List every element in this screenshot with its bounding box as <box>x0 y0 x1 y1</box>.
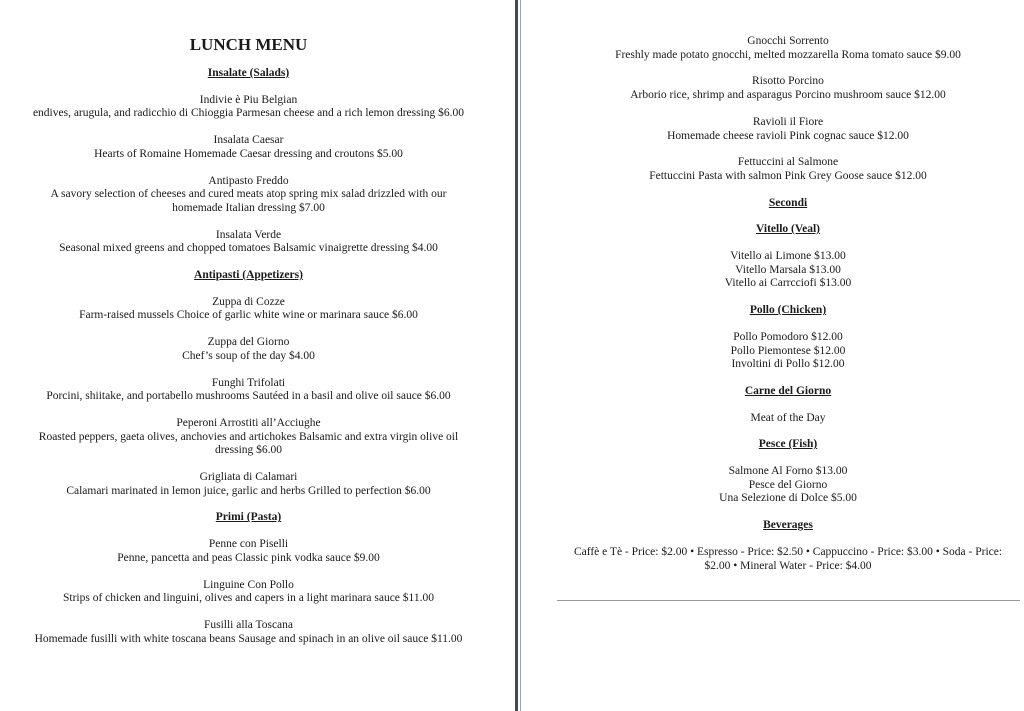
item-description: Fettuccini Pasta with salmon Pink Grey Goose sauce $12.00 <box>649 169 927 182</box>
menu-item-list <box>540 331 1024 372</box>
item-description: Freshly made potato gnocchi, melted mozzarella Roma tomato sauce $9.00 <box>615 48 961 61</box>
item-description: dressing $6.00 <box>214 444 283 457</box>
section-heading: Vitello (Veal) <box>756 223 820 236</box>
item-description: homemade Italian dressing $7.00 <box>172 201 325 214</box>
menu-item <box>0 134 497 161</box>
item-name: Zuppa del Giorno <box>207 336 290 349</box>
item-description: A savory selection of cheeses and cured meats atop spring mix salad drizzled with our <box>50 188 447 201</box>
menu-line: Vitello ai Limone $13.00 <box>730 250 846 263</box>
item-name: Indivie è Piu Belgian <box>199 93 298 106</box>
item-description: endives, arugula, and radicchio di Chioggia Parmesan cheese and a rich lemon dressing $6.00 <box>32 107 465 120</box>
section-heading: Primi (Pasta) <box>215 511 282 524</box>
item-description: Porcini, shiitake, and portabello mushrooms Sautéed in a basil and olive oil sauce $6.00 <box>46 390 451 403</box>
menu-line: Pollo Piemontese $12.00 <box>730 344 846 357</box>
item-description: Strips of chicken and linguini, olives and capers in a light marinara sauce $11.00 <box>63 592 434 605</box>
menu-right-page <box>540 0 1024 601</box>
menu-line: Vitello ai Carrcciofi $13.00 <box>724 277 852 290</box>
menu-item <box>540 75 1024 102</box>
menu-item <box>540 156 1024 183</box>
menu-line: Vitello Marsala $13.00 <box>735 263 841 276</box>
item-description: Arborio rice, shrimp and asparagus Porcino mushroom sauce $12.00 <box>630 89 946 102</box>
page-divider <box>515 0 518 711</box>
menu-item <box>0 175 497 216</box>
section-heading: Carne del Giorno <box>744 384 832 397</box>
menu-left-page <box>0 0 497 646</box>
menu-item <box>540 116 1024 143</box>
item-name: Insalata Caesar <box>213 134 284 147</box>
item-name: Grigliata di Calamari <box>199 471 298 484</box>
item-name: Peperoni Arrostiti all’Acciughe <box>176 416 321 429</box>
section-heading: Antipasti (Appetizers) <box>194 269 303 282</box>
menu-item <box>0 94 497 121</box>
section-heading-beverages: Beverages <box>763 519 813 532</box>
item-description: Penne, pancetta and peas Classic pink vodka sauce $9.00 <box>117 551 380 564</box>
page-divider-highlight <box>520 0 521 711</box>
menu-line: Pesce del Giorno <box>748 478 828 491</box>
beverage-line: $2.00 • Mineral Water - Price: $4.00 <box>704 559 872 572</box>
item-name: Fettuccini al Salmone <box>737 156 839 169</box>
menu-item <box>0 296 497 323</box>
item-description: Roasted peppers, gaeta olives, anchovies and artichokes Balsamic and extra virgin olive oil <box>38 430 459 443</box>
item-description: Farm-raised mussels Choice of garlic white wine or marinara sauce $6.00 <box>79 309 418 322</box>
item-description: Chef’s soup of the day $4.00 <box>182 349 315 362</box>
menu-item <box>0 579 497 606</box>
beverage-line: Caffè e Tè - Price: $2.00 • Espresso - Price: $2.50 • Cappuccino - Price: $3.00 • Soda - Price: <box>573 545 1003 558</box>
menu-title: LUNCH MENU <box>189 35 308 54</box>
item-name: Antipasto Freddo <box>208 174 289 187</box>
menu-item-list <box>540 250 1024 291</box>
item-description: Homemade fusilli with white toscana beans Sausage and spinach in an olive oil sauce $11.00 <box>34 632 463 645</box>
item-name: Ravioli il Fiore <box>752 115 824 128</box>
menu-item <box>0 336 497 363</box>
menu-line: Involtini di Pollo $12.00 <box>731 358 845 371</box>
item-description: Seasonal mixed greens and chopped tomatoes Balsamic vinaigrette dressing $4.00 <box>59 242 438 255</box>
menu-line: Una Selezione di Dolce $5.00 <box>719 492 857 505</box>
item-name: Insalata Verde <box>215 228 282 241</box>
section-heading: Pollo (Chicken) <box>749 304 827 317</box>
menu-item <box>0 619 497 646</box>
section-heading: Pesce (Fish) <box>758 438 818 451</box>
item-name: Linguine Con Pollo <box>203 578 294 591</box>
menu-item <box>540 35 1024 62</box>
menu-line: Salmone Al Forno $13.00 <box>728 465 848 478</box>
item-name: Zuppa di Cozze <box>212 295 285 308</box>
item-name: Risotto Porcino <box>752 75 824 88</box>
item-name: Funghi Trifolati <box>211 376 286 389</box>
item-name: Gnocchi Sorrento <box>747 35 829 47</box>
menu-item <box>0 377 497 404</box>
item-description: Calamari marinated in lemon juice, garlic and herbs Grilled to perfection $6.00 <box>66 484 431 497</box>
menu-item <box>0 538 497 565</box>
menu-item <box>0 417 497 458</box>
item-name: Penne con Piselli <box>208 538 289 551</box>
item-name: Fusilli alla Toscana <box>203 618 294 631</box>
horizontal-rule <box>557 600 1020 601</box>
menu-item <box>0 471 497 498</box>
item-description: Hearts of Romaine Homemade Caesar dressing and croutons $5.00 <box>94 147 403 160</box>
menu-line: Meat of the Day <box>750 411 826 424</box>
menu-line: Pollo Pomodoro $12.00 <box>733 330 843 343</box>
section-heading-secondi: Secondi <box>768 196 808 209</box>
menu-item-list <box>540 465 1024 506</box>
menu-item <box>0 229 497 256</box>
menu-item-list <box>540 412 1024 426</box>
item-description: Homemade cheese ravioli Pink cognac sauce $12.00 <box>667 129 909 142</box>
section-heading: Insalate (Salads) <box>207 67 290 79</box>
beverages-list <box>540 546 1024 573</box>
